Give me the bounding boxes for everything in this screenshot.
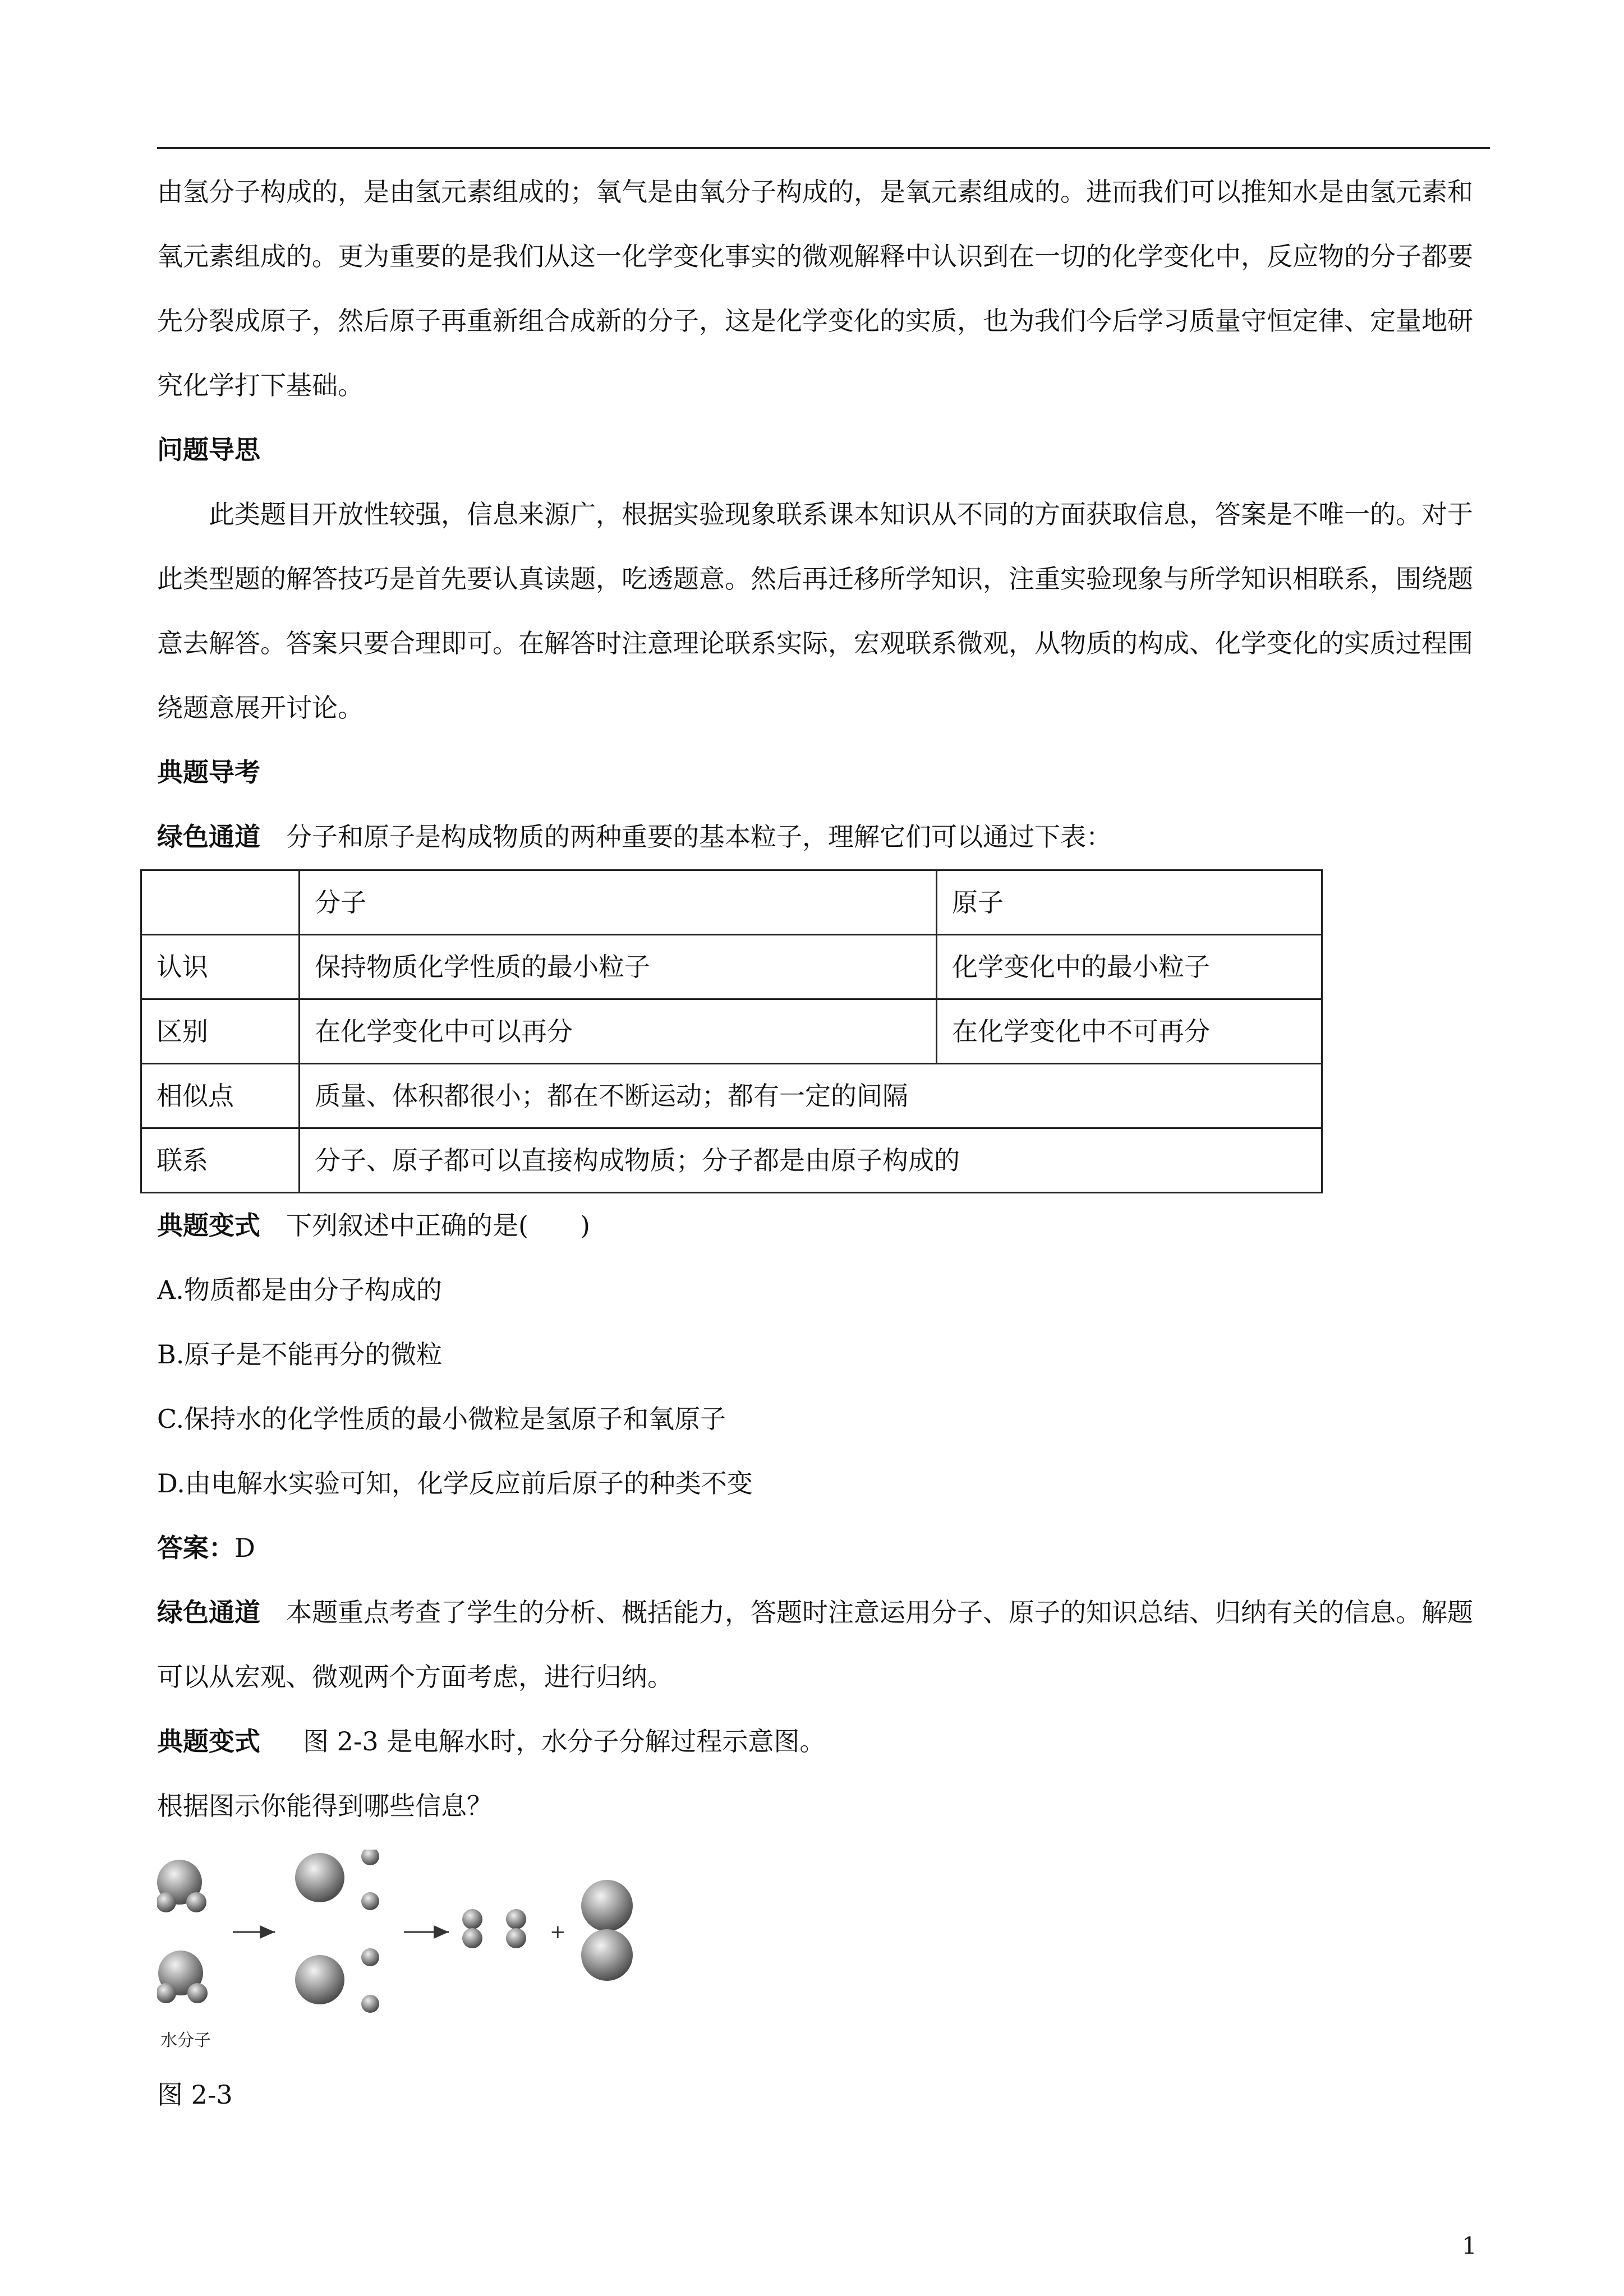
- option-a: A.物质都是由分子构成的: [157, 1275, 442, 1305]
- lvse2-paragraph: [157, 1580, 1490, 1709]
- table-row: [141, 999, 1322, 1064]
- lvse2-text: 本题重点考查了学生的分析、概括能力，答题时注意运用分子、原子的知识总结、归纳有关的信息。解题可以从宏观、微观两个方面考虑，进行归纳。: [157, 1597, 1473, 1692]
- question2-tag: 典题变式: [157, 1726, 260, 1756]
- lvse-intro: [157, 805, 1490, 869]
- hydrogen-molecule-1: [462, 1909, 482, 1948]
- oxygen-molecule: [581, 1880, 633, 1981]
- lvse2-tag: 绿色通道: [157, 1597, 260, 1628]
- table-row-label: 认识: [141, 935, 300, 999]
- lvse-tag: 绿色通道: [157, 822, 260, 852]
- table-row-label: 区别: [141, 999, 300, 1064]
- oxygen-atom: [295, 1853, 344, 1902]
- table-header-molecule: 分子: [300, 870, 937, 935]
- hydrogen-atom: [506, 1909, 526, 1929]
- table-cell: 保持物质化学性质的最小粒子: [300, 935, 937, 999]
- figure-label: 图 2-3: [157, 2080, 233, 2110]
- answer-line: [157, 1516, 1490, 1580]
- table-cell: 在化学变化中不可再分: [937, 999, 1322, 1064]
- table-row: [141, 1064, 1322, 1128]
- water-electrolysis-diagram: [157, 1850, 662, 2063]
- option-c: C.保持水的化学性质的最小微粒是氢原子和氧原子: [157, 1404, 726, 1434]
- table-cell: [141, 870, 300, 935]
- oxygen-atom: [581, 1929, 633, 1981]
- question2-text: 图 2-3 是电解水时，水分子分解过程示意图。: [303, 1726, 826, 1756]
- water-molecule-2: [157, 1951, 208, 2003]
- oxygen-atom: [295, 1955, 344, 2004]
- answer-label: 答案：: [157, 1533, 234, 1563]
- main-content: [157, 160, 1490, 2127]
- table-row-label: 相似点: [141, 1064, 300, 1128]
- table-cell: 分子、原子都可以直接构成物质；分子都是由原子构成的: [300, 1128, 1322, 1193]
- lvse-text: 分子和原子是构成物质的两种重要的基本粒子，理解它们可以通过下表：: [286, 822, 1112, 852]
- paragraph-intro: 由氢分子构成的，是由氢元素组成的；氧气是由氧分子构成的，是氧元素组成的。进而我们可以推知水是由氢元素和氧元素组成的。更为重要的是我们从这一化学变化事实的微观解释中认识到在一切的化学变化中，反应物的分子都要先分裂成原子，然后原子再重新组合成新的分子，这是化学变化的实质，也为我们今后学习质量守恒定律、定量地研究化学打下基础。: [157, 177, 1473, 400]
- option-d: D.由电解水实验可知，化学反应前后原子的种类不变: [157, 1468, 753, 1499]
- table-cell: 化学变化中的最小粒子: [937, 935, 1322, 999]
- heading-wenti: 问题导思: [157, 435, 260, 465]
- table-row: [141, 1128, 1322, 1193]
- molecule-diagram-svg: [157, 1850, 662, 2063]
- header-rule: [157, 147, 1490, 149]
- comparison-table: [140, 869, 1323, 1193]
- answer-value: D: [234, 1533, 255, 1563]
- hydrogen-atom: [361, 1948, 379, 1966]
- hydrogen-atom: [361, 1995, 379, 2013]
- hydrogen-atom: [187, 1983, 208, 2003]
- water-molecule-1: [157, 1860, 206, 1912]
- question1-stem: [157, 1193, 1490, 1258]
- separated-atoms: [295, 1850, 379, 2013]
- table-cell: 质量、体积都很小；都在不断运动；都有一定的间隔: [300, 1064, 1322, 1128]
- diagram-caption: 水分子: [160, 2031, 211, 2050]
- page-number: 1: [1462, 2232, 1477, 2260]
- hydrogen-atom: [361, 1850, 379, 1865]
- paragraph-wenti: 此类题目开放性较强，信息来源广，根据实验现象联系课本知识从不同的方面获取信息，答案是不唯一的。对于此类型题的解答技巧是首先要认真读题，吃透题意。然后再迁移所学知识，注重实验现象与所学知识相联系，围绕题意去解答。答案只要合理即可。在解答时注意理论联系实际，宏观联系微观，从物质的构成、化学变化的实质过程围绕题意展开讨论。: [157, 499, 1473, 723]
- oxygen-atom: [581, 1880, 633, 1931]
- question2-line2: 根据图示你能得到哪些信息？: [157, 1791, 493, 1821]
- question2-stem: [157, 1709, 1490, 1774]
- hydrogen-atom: [506, 1928, 526, 1948]
- hydrogen-molecule-2: [506, 1909, 526, 1948]
- question1-tag: 典题变式: [157, 1210, 260, 1241]
- table-row-label: 联系: [141, 1128, 300, 1193]
- option-b: B.原子是不能再分的微粒: [157, 1339, 443, 1370]
- table-cell: 在化学变化中可以再分: [300, 999, 937, 1064]
- hydrogen-atom: [462, 1928, 482, 1948]
- hydrogen-atom: [361, 1892, 379, 1910]
- heading-dianti: 典题导考: [157, 757, 260, 787]
- table-row: [141, 870, 1322, 935]
- hydrogen-atom: [462, 1909, 482, 1929]
- hydrogen-atom: [186, 1892, 206, 1912]
- question1-text: 下列叙述中正确的是( ): [286, 1210, 590, 1241]
- table-row: [141, 935, 1322, 999]
- table-header-atom: 原子: [937, 870, 1322, 935]
- plus-sign: +: [550, 1921, 566, 1943]
